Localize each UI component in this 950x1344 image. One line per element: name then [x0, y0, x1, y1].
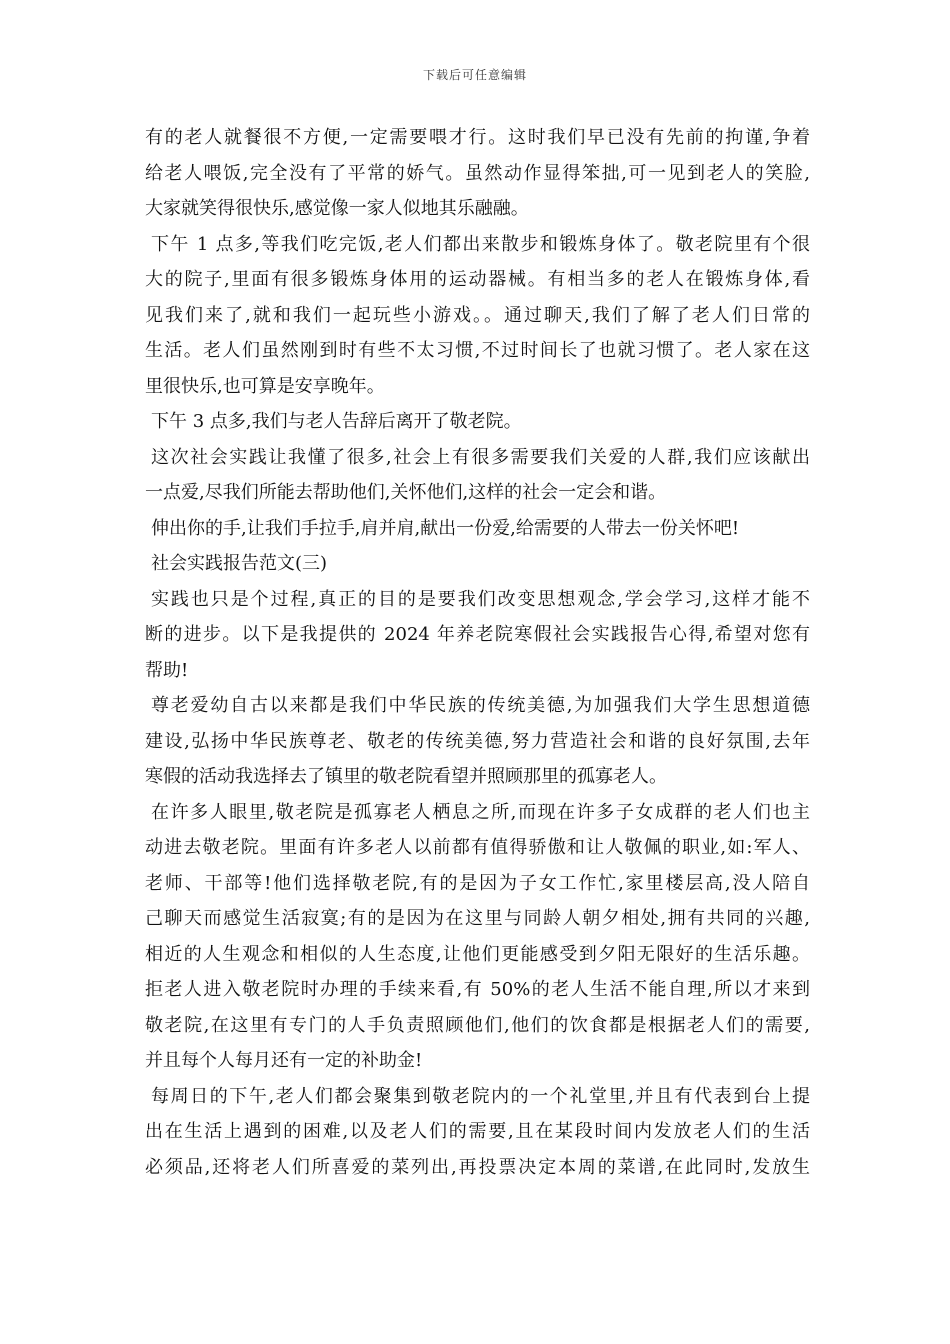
text-line: 大的院子,里面有很多锻炼身体用的运动器械。有相当多的老人在锻炼身体,看: [145, 269, 810, 290]
text-line: 老师、干部等!他们选择敬老院,有的是因为子女工作忙,家里楼层高,没人陪自: [145, 872, 810, 894]
text-line: 出在生活上遇到的困难,以及老人们的需要,且在某段时间内发放老人们的生活: [145, 1121, 810, 1142]
text-line: 这次社会实践让我懂了很多,社会上有很多需要我们关爱的人群,我们应该献出: [151, 446, 810, 468]
text-line: 尊老爱幼自古以来都是我们中华民族的传统美德,为加强我们大学生思想道德: [151, 695, 810, 716]
text-line: 大家就笑得很快乐,感觉像一家人似地其乐融融。: [145, 198, 529, 219]
text-line: 必须品,还将老人们所喜爱的菜列出,再投票决定本周的菜谱,在此同时,发放生: [145, 1156, 810, 1178]
text-line: 建设,弘扬中华民族尊老、敬老的传统美德,努力营造社会和谐的良好氛围,去年: [145, 730, 810, 752]
text-line: 相近的人生观念和相似的人生态度,让他们更能感受到夕阳无限好的生活乐趣。: [145, 943, 810, 965]
text-line: 在许多人眼里,敬老院是孤寡老人栖息之所,而现在许多子女成群的老人们也主: [151, 801, 810, 823]
page-header: 下载后可任意编辑: [422, 68, 527, 82]
text-line: 见我们来了,就和我们一起玩些小游戏。。通过聊天,我们了解了老人们日常的: [145, 304, 810, 326]
text-line: 并且每个人每月还有一定的补助金!: [145, 1050, 423, 1071]
text-line: 每周日的下午,老人们都会聚集到敬老院内的一个礼堂里,并且有代表到台上提: [151, 1085, 810, 1107]
text-line: 有的老人就餐很不方便,一定需要喂才行。这时我们早已没有先前的拘谨,争着: [145, 127, 810, 148]
text-line: 寒假的活动我选择去了镇里的敬老院看望并照顾那里的孤寡老人。: [145, 766, 667, 787]
text-line: 断的进步。以下是我提供的 2024 年养老院寒假社会实践报告心得,希望对您有: [145, 624, 810, 645]
section-heading: 社会实践报告范文(三): [151, 553, 328, 574]
text-line: 给老人喂饭,完全没有了平常的娇气。虽然动作显得笨拙,可一见到老人的笑脸,: [145, 162, 810, 184]
text-line: 己聊天而感觉生活寂寞;有的是因为在这里与同龄人朝夕相处,拥有共同的兴趣,: [145, 908, 810, 929]
document-body: [145, 120, 810, 1185]
text-line: 帮助!: [145, 659, 189, 681]
text-line: 里很快乐,也可算是安享晚年。: [145, 375, 385, 397]
text-line: 伸出你的手,让我们手拉手,肩并肩,献出一份爱,给需要的人带去一份关怀吧!: [151, 517, 740, 539]
text-line: 实践也只是个过程,真正的目的是要我们改变思想观念,学会学习,这样才能不: [151, 588, 810, 610]
text-line: 一点爱,尽我们所能去帮助他们,关怀他们,这样的社会一定会和谐。: [145, 482, 667, 503]
text-line: 拒老人进入敬老院时办理的手续来看,有 50%的老人生活不能自理,所以才来到: [145, 979, 810, 1000]
text-line: 生活。老人们虽然刚到时有些不太习惯,不过时间长了也就习惯了。老人家在这: [145, 340, 810, 361]
text-line: 敬老院,在这里有专门的人手负责照顾他们,他们的饮食都是根据老人们的需要,: [145, 1014, 810, 1036]
text-line: 下午 1 点多,等我们吃完饭,老人们都出来散步和锻炼身体了。敬老院里有个很: [151, 233, 810, 255]
text-line: 下午 3 点多,我们与老人告辞后离开了敬老院。: [151, 411, 522, 432]
text-line: 动进去敬老院。里面有许多老人以前都有值得骄傲和让人敬佩的职业,如:军人、: [145, 837, 810, 858]
